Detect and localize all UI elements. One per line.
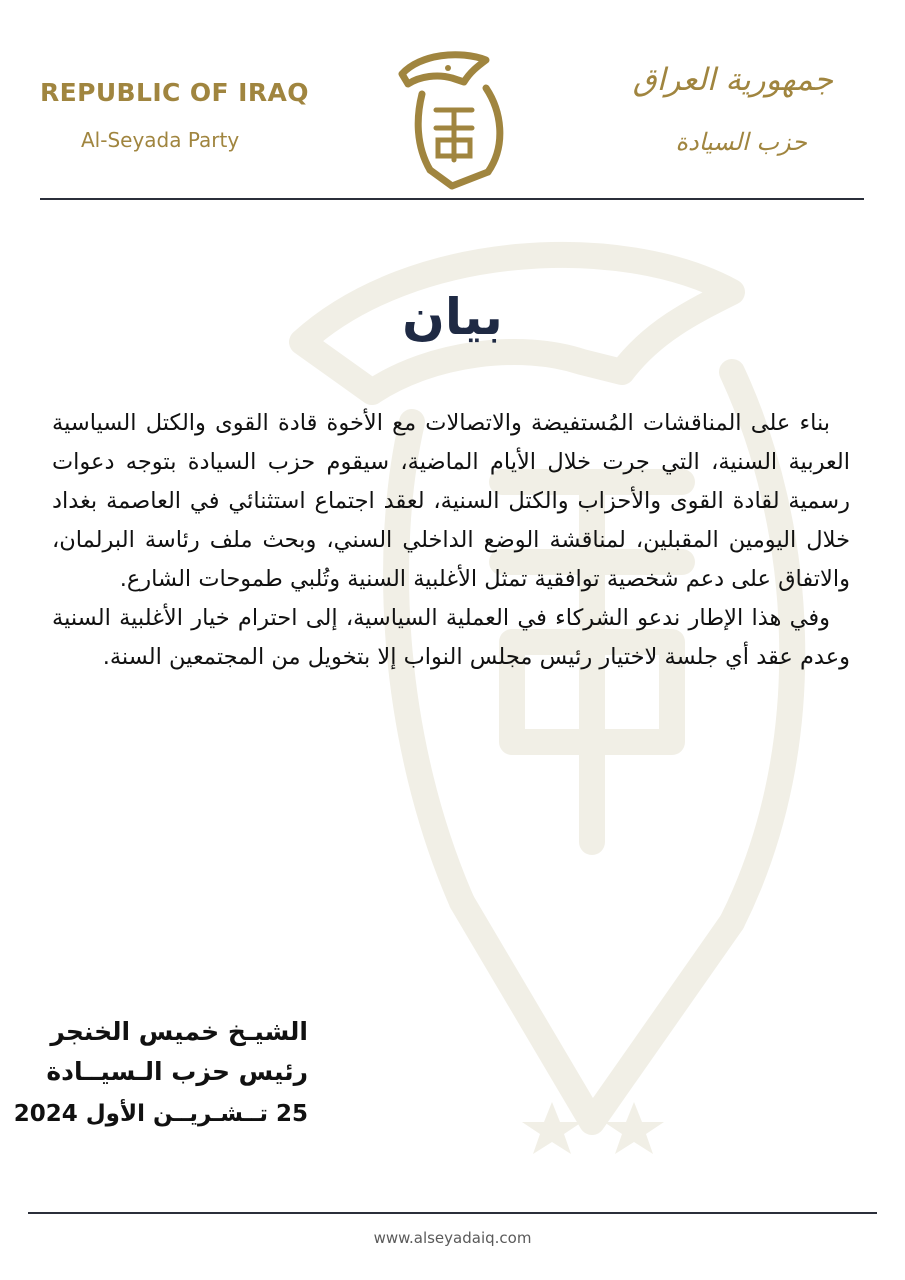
signature-block	[8, 1012, 308, 1136]
signatory-role: رئيس حزب الـسيــادة	[46, 1057, 308, 1086]
header-english-title: REPUBLIC OF IRAQ	[40, 78, 309, 107]
header-arabic-subtitle: حزب السيادة	[675, 128, 807, 156]
statement-body	[52, 404, 850, 677]
statement-paragraph: وفي هذا الإطار ندعو الشركاء في العملية السياسية، إلى احترام خيار الأغلبية السنية وعدم عقد أي جلسة لاختيار رئيس مجلس النواب إلا بتخويل من المجتمعين السنة.	[52, 605, 850, 670]
header-divider	[40, 198, 864, 200]
statement-paragraph: بناء على المناقشات المُستفيضة والاتصالات مع الأخوة قادة القوى والكتل السياسية العربية السنية، التي جرت خلال الأيام الماضية، سيقوم حزب السيادة بتوجه دعوات رسمية لقادة القوى والأحزاب والكتل السنية، لعقد اجتماع استثنائي في العاصمة بغداد خلال اليومين المقبلين، لمناقشة الوضع الداخلي السني، وبحث ملف رئاسة البرلمان، والاتفاق على دعم شخصية توافقية تمثل الأغلبية السنية وتُلبي طموحات الشارع.	[52, 410, 850, 592]
document-title: بيان	[402, 288, 503, 346]
header-english-subtitle: Al-Seyada Party	[81, 128, 240, 152]
eagle-emblem-icon	[390, 48, 512, 190]
header-arabic-title: جمهورية العراق	[632, 62, 833, 98]
eagle-watermark-icon	[262, 222, 862, 1162]
footer-website-link[interactable]: www.alseyadaiq.com	[373, 1229, 532, 1247]
statement-date: 25 تــشـريــن الأول 2024	[13, 1101, 308, 1127]
signatory-name: الشيـخ خميس الخنجر	[50, 1017, 308, 1046]
footer-divider	[28, 1212, 877, 1214]
